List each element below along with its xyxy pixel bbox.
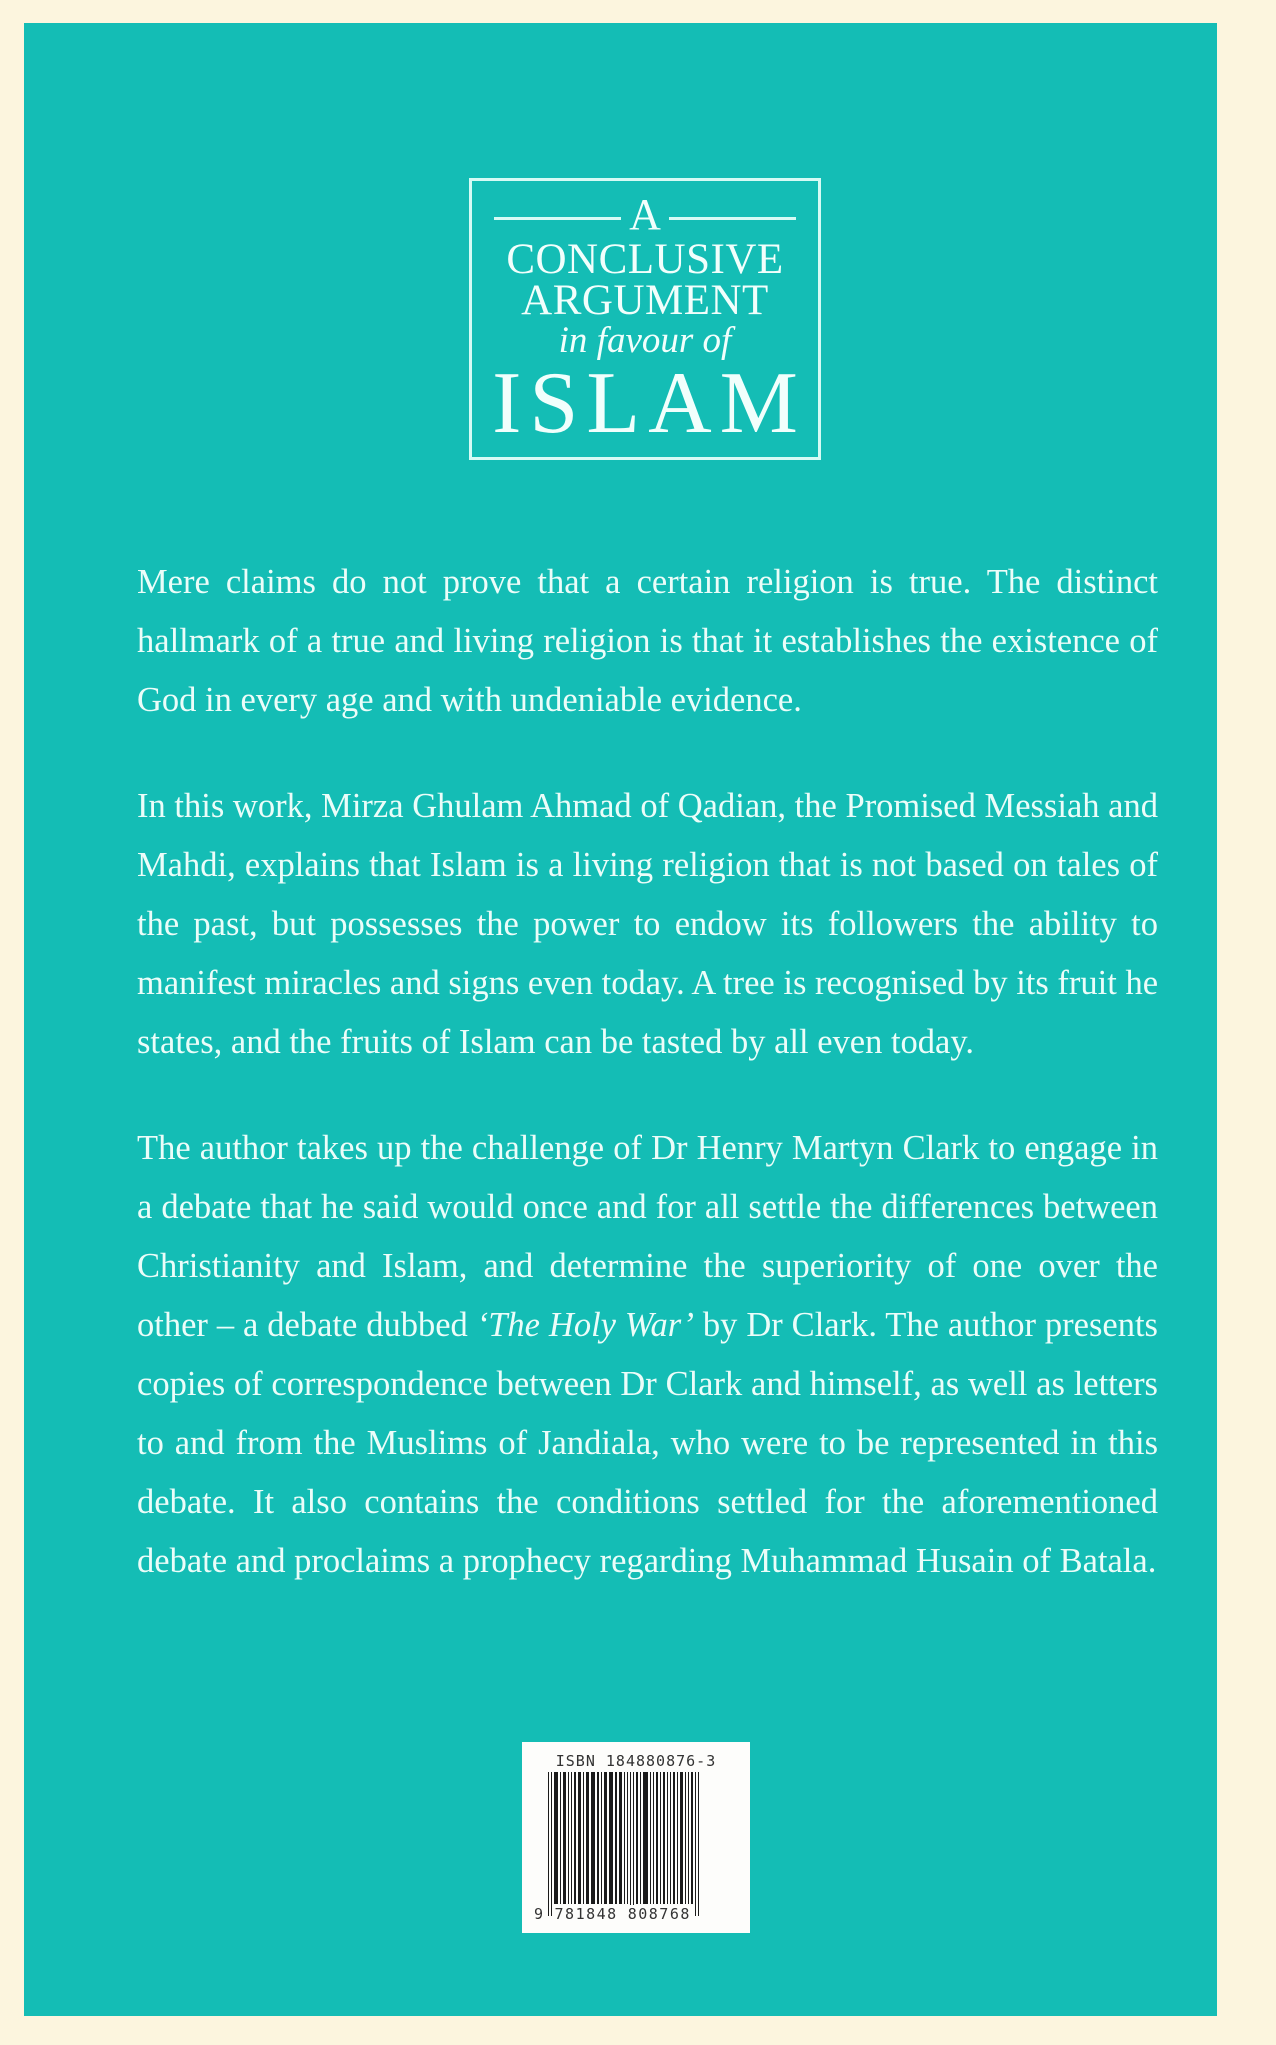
barcode-bars: [548, 1772, 730, 1914]
decorative-rule-left: [494, 217, 621, 220]
barcode-bar: [630, 1772, 631, 1916]
barcode-bar: [563, 1772, 566, 1904]
book-reference-holy-war: ‘The Holy War’: [476, 1306, 694, 1344]
barcode-bar: [688, 1772, 689, 1904]
title-islam: ISLAM: [492, 355, 806, 452]
barcode-bar: [619, 1772, 622, 1904]
barcode-bar: [583, 1772, 584, 1904]
blurb-paragraph-2: In this work, Mirza Ghulam Ahmad of Qadian, the Promised Messiah and Mahdi, explains that Islam is a living religion that is not based on tales of the past, but possesses the power to endow its followers the ability to manifest miracles and signs even today. A tree is recognised by its fruit he states, and the fruits of Islam can be tasted by all even today.: [137, 787, 1159, 1061]
title-a-row: [494, 190, 796, 239]
barcode: [522, 1742, 750, 1933]
barcode-bar: [574, 1772, 576, 1904]
barcode-bar: [667, 1772, 668, 1904]
barcode-bar: [670, 1772, 671, 1904]
barcode-bar: [548, 1772, 549, 1916]
barcode-bar: [656, 1772, 658, 1904]
barcode-bar: [643, 1772, 648, 1904]
barcode-bar: [640, 1772, 641, 1904]
title-conclusive: CONCLUSIVE: [506, 236, 784, 283]
barcode-digits: [534, 1905, 740, 1923]
barcode-bar: [673, 1772, 675, 1904]
barcode-bar: [571, 1772, 572, 1904]
title-frame: [469, 178, 821, 460]
barcode-bar: [636, 1772, 638, 1904]
barcode-bar: [554, 1772, 558, 1904]
barcode-bar: [609, 1772, 613, 1904]
title-in-favour-of: in favour of: [558, 320, 732, 361]
barcode-bar: [604, 1772, 607, 1904]
barcode-bar: [568, 1772, 569, 1904]
blurb-paragraph-3-end: by Dr Clark. The author presents copies of correspondence between Dr Clark and himself, as well as letters to and from the Muslims of Jandiala, who were to be represented in this debate. It also contains the conditions settled for the aforementioned debate and proclaims a prophecy regarding Muhammad Husain of Batala.: [137, 1306, 1158, 1580]
barcode-digit-lead: 9: [534, 1905, 545, 1923]
barcode-bar: [685, 1772, 686, 1904]
barcode-bar: [691, 1772, 693, 1904]
barcode-bar: [680, 1772, 683, 1904]
barcode-bar: [597, 1772, 599, 1904]
decorative-rule-right: [669, 217, 796, 220]
barcode-bar: [586, 1772, 589, 1904]
blurb-paragraph-3: [137, 1119, 1158, 1591]
barcode-bar: [591, 1772, 595, 1904]
blurb-paragraph-3-start: The author takes up the challenge of Dr Henry Martyn Clark to engage in a debate that he said would once and for all settle the differences between Christianity and Islam, and determine the superiority of one over the other – a debate dubbed: [137, 1129, 1158, 1344]
barcode-bar: [601, 1772, 602, 1904]
barcode-digit-group-2: 808768: [627, 1905, 691, 1923]
barcode-bar: [624, 1772, 625, 1904]
barcode-bar: [615, 1772, 617, 1904]
title-argument: ARGUMENT: [521, 277, 769, 324]
barcode-bar: [650, 1772, 651, 1904]
barcode-bar: [660, 1772, 661, 1904]
blurb: [137, 553, 1158, 1638]
barcode-bar: [698, 1772, 699, 1916]
barcode-bar: [677, 1772, 678, 1904]
barcode-bar: [663, 1772, 665, 1904]
barcode-bar: [560, 1772, 561, 1904]
barcode-bar: [633, 1772, 634, 1916]
cover-panel: [24, 23, 1217, 2016]
barcode-bar: [627, 1772, 628, 1904]
barcode-bar: [653, 1772, 654, 1904]
barcode-bar: [695, 1772, 696, 1916]
barcode-digit-group-1: 781848: [554, 1905, 618, 1923]
isbn-label: ISBN 184880876-3: [555, 1752, 717, 1770]
blurb-paragraph-1: Mere claims do not prove that a certain religion is true. The distinct hallmark of a true and living religion is that it establishes the existence of God in every age and with undeniable evidence.: [137, 563, 1158, 719]
barcode-bar: [551, 1772, 552, 1916]
barcode-bar: [578, 1772, 581, 1904]
title-article: A: [629, 190, 661, 239]
